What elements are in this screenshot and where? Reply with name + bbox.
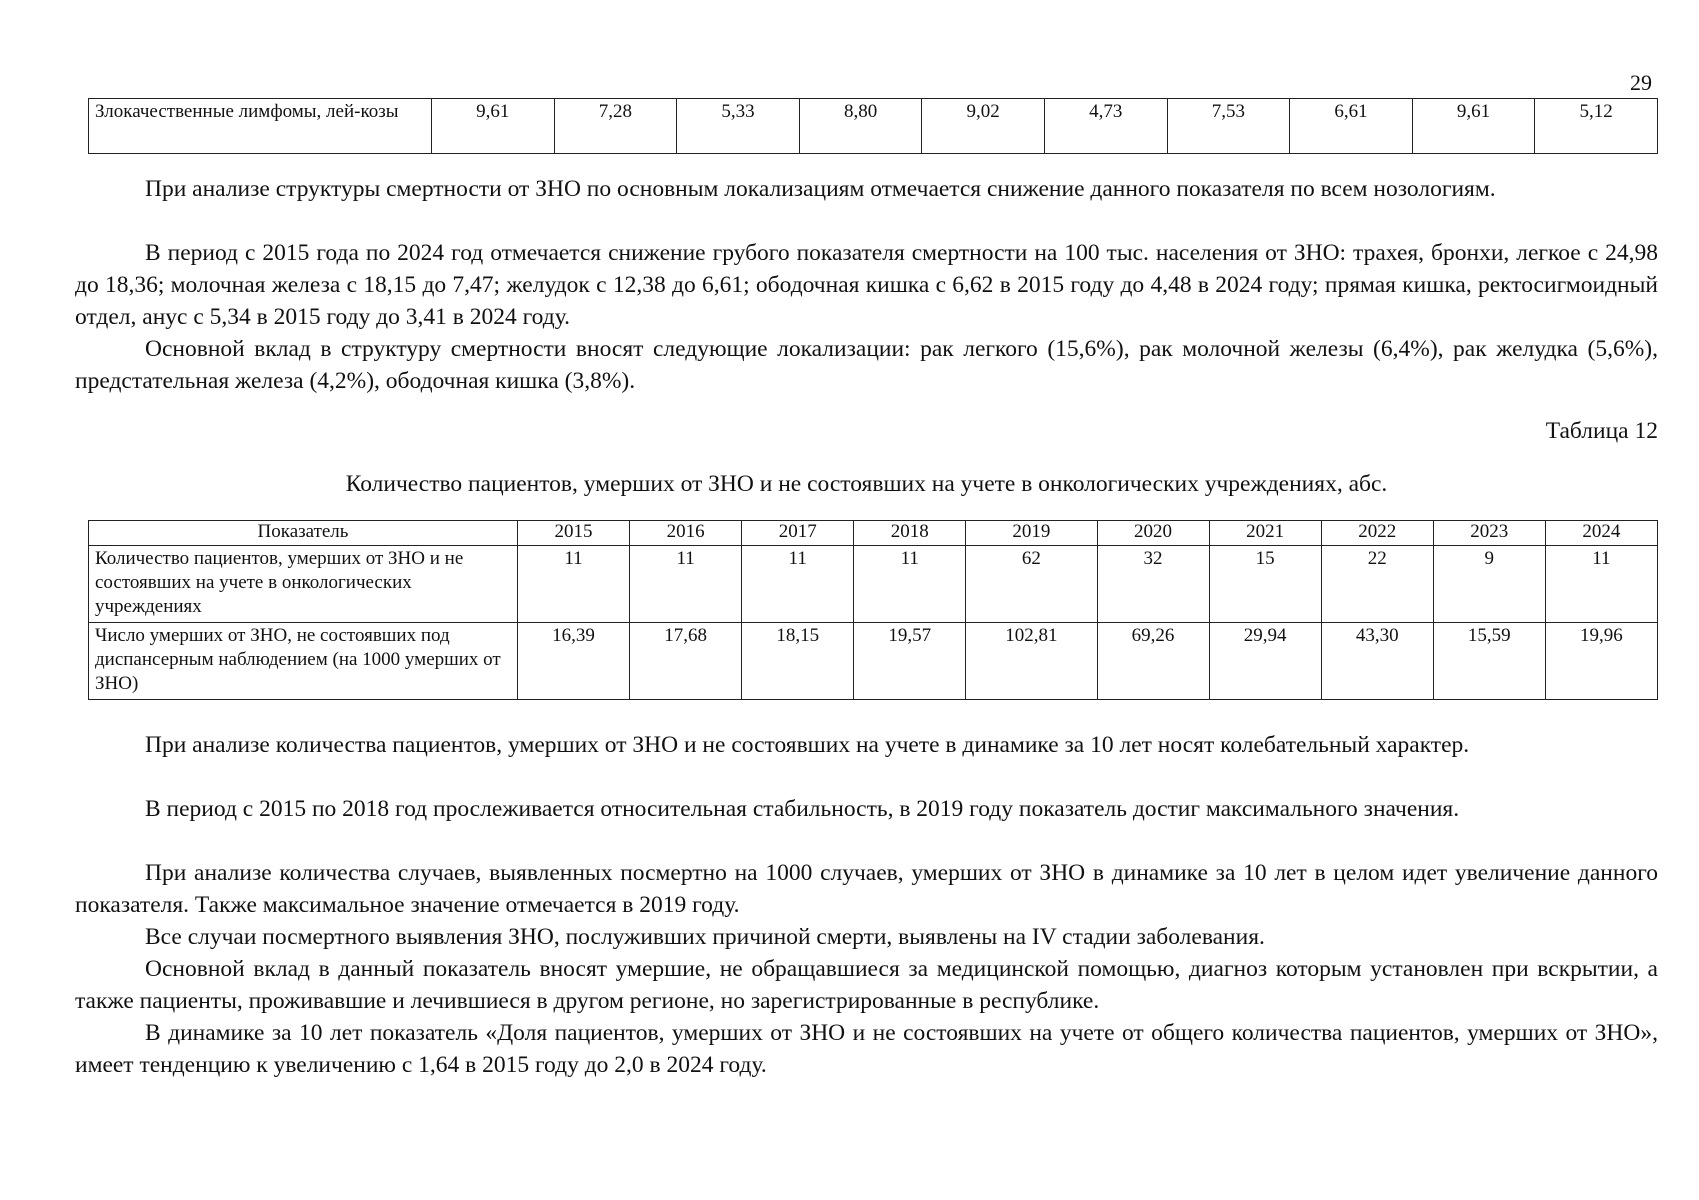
column-header: 2022 bbox=[1321, 521, 1433, 546]
table-cell: 11 bbox=[630, 546, 742, 623]
top-table bbox=[88, 98, 1658, 154]
table-cell: 11 bbox=[518, 546, 630, 623]
table-cell: 19,96 bbox=[1545, 623, 1657, 700]
table-cell: 15 bbox=[1209, 546, 1321, 623]
page-number: 29 bbox=[1630, 70, 1652, 95]
column-header: 2017 bbox=[742, 521, 854, 546]
column-header: 2015 bbox=[518, 521, 630, 546]
paragraph: Основной вклад в данный показатель вносят умершие, не обращавшиеся за медицинской помощью, диагноз которым установлен при вскрытии, а также пациенты, проживавшие и лечившиеся в другом регионе, но зарегистрированные в республике. bbox=[75, 956, 1658, 1014]
column-header: 2023 bbox=[1433, 521, 1545, 546]
column-header: 2021 bbox=[1209, 521, 1321, 546]
data-table bbox=[88, 520, 1658, 700]
row-label: Количество пациентов, умерших от ЗНО и не состоявших на учете в онкологических учреждениях bbox=[89, 546, 518, 623]
table-cell: 102,81 bbox=[966, 623, 1097, 700]
table-row bbox=[89, 99, 1658, 154]
table-cell: 5,33 bbox=[677, 99, 800, 154]
table-cell: 9 bbox=[1433, 546, 1545, 623]
table-caption: Таблица 12 bbox=[1545, 418, 1658, 444]
table-cell: 22 bbox=[1321, 546, 1433, 623]
table-cell: 69,26 bbox=[1097, 623, 1209, 700]
table-cell: 8,80 bbox=[799, 99, 922, 154]
column-header: 2019 bbox=[966, 521, 1097, 546]
paragraph: В период с 2015 по 2018 год прослеживается относительная стабильность, в 2019 году показатель достиг максимального значения. bbox=[145, 796, 1460, 822]
paragraph: При анализе количества пациентов, умерших от ЗНО и не состоявших на учете в динамике за 10 лет носят колебательный характер. bbox=[145, 732, 1470, 758]
paragraph: Все случаи посмертного выявления ЗНО, послуживших причиной смерти, выявлены на IV стадии заболевания. bbox=[145, 924, 1265, 950]
table-cell: 6,61 bbox=[1290, 99, 1413, 154]
table-cell: 15,59 bbox=[1433, 623, 1545, 700]
table-cell: 29,94 bbox=[1209, 623, 1321, 700]
column-header: 2018 bbox=[854, 521, 966, 546]
paragraph: В период с 2015 года по 2024 год отмечается снижение грубого показателя смертности на 100 тыс. населения от ЗНО: трахея, бронхи, легкое с 24,98 до 18,36; молочная железа с 18,15 до 7,47; желудок с 12,38 до 6,61; ободочная кишка с 6,62 в 2015 году до 4,48 в 2024 году; прямая кишка, ректосигмоидный отдел, анус с 5,34 в 2015 году до 3,41 в 2024 году. bbox=[75, 240, 1658, 330]
table-cell: 7,53 bbox=[1167, 99, 1290, 154]
table-cell: 32 bbox=[1097, 546, 1209, 623]
column-header: 2024 bbox=[1545, 521, 1657, 546]
row-label: Злокачественные лимфомы, лей-козы bbox=[89, 99, 432, 154]
table-cell: 19,57 bbox=[854, 623, 966, 700]
table-cell: 9,61 bbox=[1412, 99, 1535, 154]
table-cell: 11 bbox=[854, 546, 966, 623]
column-header: 2020 bbox=[1097, 521, 1209, 546]
table-row bbox=[89, 546, 1658, 623]
table-cell: 4,73 bbox=[1044, 99, 1167, 154]
paragraph: В динамике за 10 лет показатель «Доля пациентов, умерших от ЗНО и не состоявших на учете от общего количества пациентов, умерших от ЗНО», имеет тенденцию к увеличению с 1,64 в 2015 году до 2,0 в 2024 году. bbox=[75, 1020, 1658, 1078]
paragraph: При анализе структуры смертности от ЗНО по основным локализациям отмечается снижение данного показателя по всем нозологиям. bbox=[145, 176, 1496, 202]
table-cell: 11 bbox=[742, 546, 854, 623]
table-title: Количество пациентов, умерших от ЗНО и не состоявших на учете в онкологических учреждениях, абс. bbox=[345, 471, 1388, 497]
table-cell: 18,15 bbox=[742, 623, 854, 700]
table-cell: 9,02 bbox=[922, 99, 1045, 154]
row-label: Число умерших от ЗНО, не состоявших под диспансерным наблюдением (на 1000 умерших от ЗНО) bbox=[89, 623, 518, 700]
table-row bbox=[89, 623, 1658, 700]
table-cell: 62 bbox=[966, 546, 1097, 623]
paragraph: При анализе количества случаев, выявленных посмертно на 1000 случаев, умерших от ЗНО в динамике за 10 лет в целом идет увеличение данного показателя. Также максимальное значение отмечается в 2019 году. bbox=[75, 860, 1658, 918]
paragraph: Основной вклад в структуру смертности вносят следующие локализации: рак легкого (15,6%), рак молочной железы (6,4%), рак желудка (5,6%), предстательная железа (4,2%), ободочная кишка (3,8%). bbox=[75, 336, 1658, 394]
table-header-row bbox=[89, 521, 1658, 546]
table-cell: 9,61 bbox=[432, 99, 555, 154]
table-cell: 43,30 bbox=[1321, 623, 1433, 700]
column-header: 2016 bbox=[630, 521, 742, 546]
table-cell: 16,39 bbox=[518, 623, 630, 700]
table-cell: 7,28 bbox=[554, 99, 677, 154]
table-cell: 17,68 bbox=[630, 623, 742, 700]
table-cell: 11 bbox=[1545, 546, 1657, 623]
column-header: Показатель bbox=[89, 521, 518, 546]
table-cell: 5,12 bbox=[1535, 99, 1658, 154]
